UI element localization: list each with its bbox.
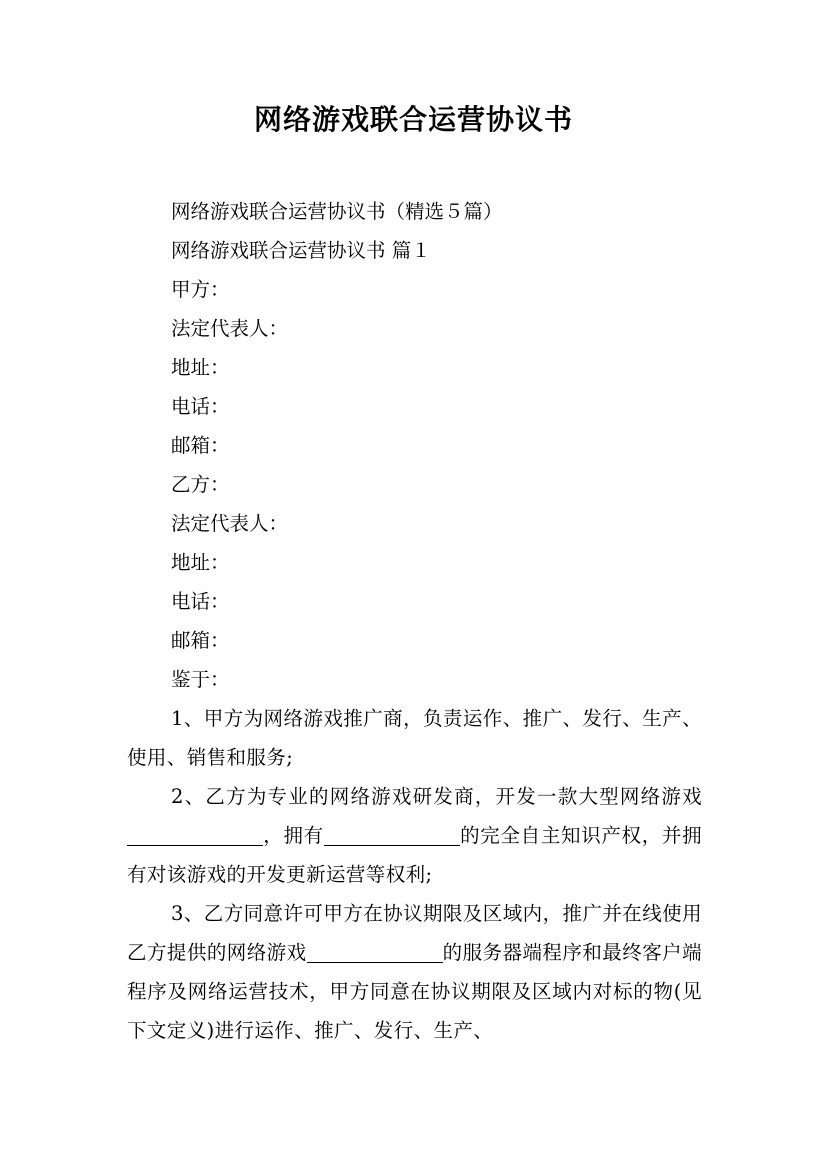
party-b-phone: 电话： xyxy=(171,590,230,613)
document-body xyxy=(127,192,702,1050)
party-b-address: 地址： xyxy=(171,551,230,574)
document-subtitle: 网络游戏联合运营协议书（精选５篇） xyxy=(171,200,503,223)
blank-line xyxy=(324,823,460,846)
section-heading: 网络游戏联合运营协议书 篇１ xyxy=(171,239,431,262)
party-b-email: 邮箱： xyxy=(171,629,230,652)
blank-line xyxy=(307,940,443,963)
clause-2 xyxy=(127,777,702,894)
party-a-legal-rep: 法定代表人： xyxy=(171,317,289,340)
clause-3 xyxy=(127,894,702,1050)
document-title: 网络游戏联合运营协议书 xyxy=(253,103,573,136)
clause-3-text-a: 3、乙方同意许可甲方在协议期限及区域内，推广并在线使用乙方提供的网络游戏 xyxy=(127,902,702,964)
party-a-address: 地址： xyxy=(171,356,230,379)
clause-1: 1、甲方为网络游戏推广商，负责运作、推广、发行、生产、使用、销售和服务; xyxy=(127,707,702,769)
party-a-label: 甲方： xyxy=(171,278,230,301)
party-b-legal-rep: 法定代表人： xyxy=(171,512,289,535)
clause-2-text-b: ，拥有 xyxy=(263,824,324,847)
clause-3-text-b: 的服务器端程序和最终客户端程序及网络运营技术，甲方同意在协议期限及区域内对标的物(见下文定义)进行运作、推广、发行、生产、 xyxy=(127,941,702,1042)
clause-2-text-a: 2、乙方为专业的网络游戏研发商，开发一款大型网络游戏 xyxy=(171,785,702,808)
party-b-label: 乙方： xyxy=(171,473,230,496)
clause-2-text-c: 的完全自主知识产权，并拥有对该游戏的开发更新运营等权利; xyxy=(127,824,702,886)
blank-line xyxy=(127,823,263,846)
party-a-email: 邮箱： xyxy=(171,434,230,457)
whereas-heading: 鉴于： xyxy=(171,668,230,691)
party-a-phone: 电话： xyxy=(171,395,230,418)
